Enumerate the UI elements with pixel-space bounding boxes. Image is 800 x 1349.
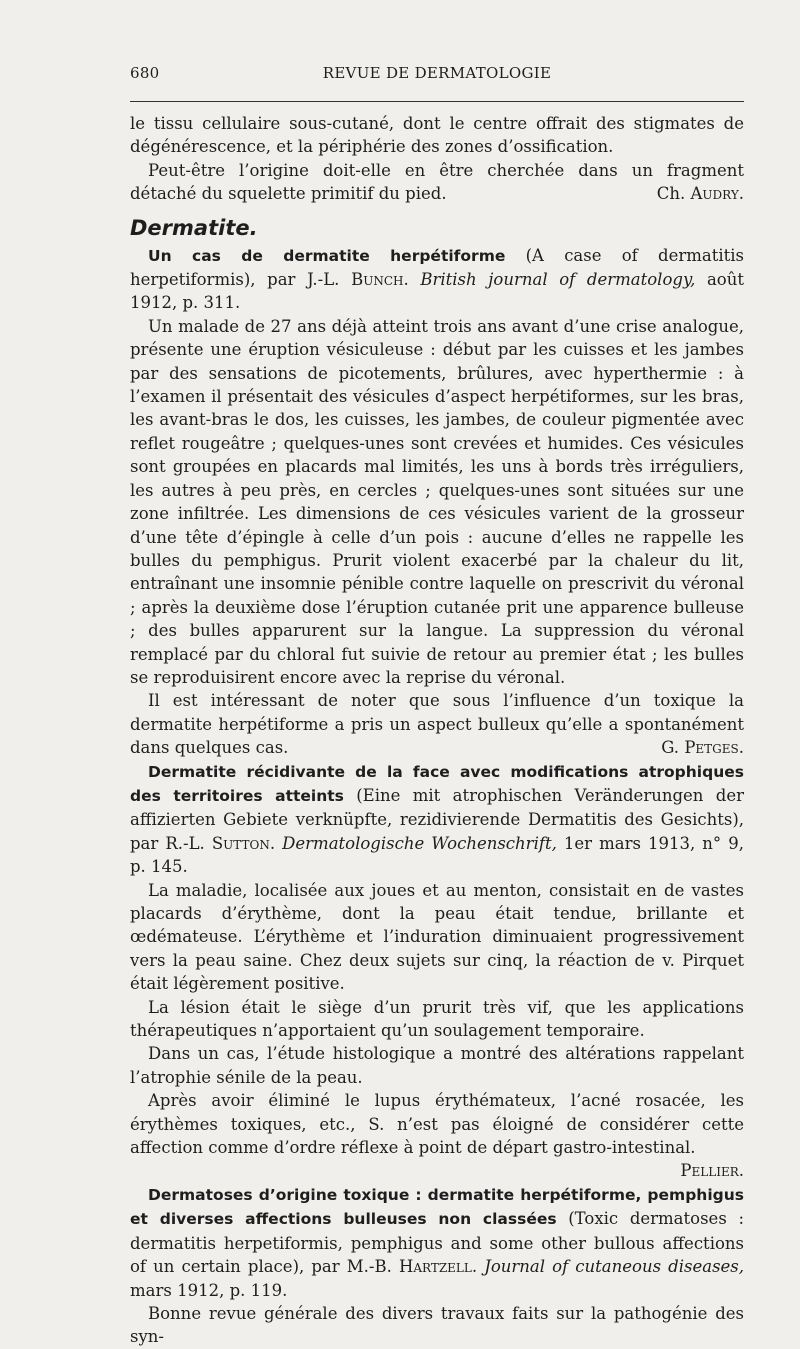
- article-author: Hartzell: [398, 1257, 472, 1277]
- article-title-bold: Dermatite récidivante de la face avec modifications atrophiques des territoires atteints: [130, 762, 744, 805]
- article-paragraph-end: [130, 1089, 744, 1183]
- journal-name: Dermatologische Wochenschrift,: [282, 833, 557, 853]
- article-paragraph: Dans un cas, l’étude histologique a montré des altérations rappelant l’atrophie sénile de la peau.: [130, 1044, 744, 1087]
- page-body: [130, 112, 744, 1349]
- article-title-bold: Un cas de dermatite herpétiforme: [148, 246, 506, 265]
- citation: août 1912, p. 311.: [130, 270, 744, 313]
- continuation-paragraph-end: [130, 159, 744, 206]
- signature-initial: G.: [661, 738, 685, 758]
- section-heading: Dermatite.: [130, 215, 258, 240]
- signature-name: Audry.: [690, 184, 744, 204]
- signature-name: Petges.: [684, 738, 744, 758]
- article-title: [130, 760, 744, 879]
- separator: .: [269, 833, 283, 853]
- article-paragraph-end: [130, 689, 744, 759]
- header-rule: [130, 101, 744, 102]
- signature-initial: Ch.: [656, 184, 691, 204]
- journal-name: Journal of cutaneous diseases,: [484, 1257, 745, 1277]
- journal-title: REVUE DE DERMATOLOGIE: [322, 64, 552, 82]
- article-title-rest: (Toxic dermatoses : dermatitis herpetiformis, pemphigus and some other bullous affections of un certain place), par M.-B.: [130, 1209, 744, 1277]
- page-number: 680: [130, 64, 160, 82]
- article-paragraph: Un malade de 27 ans déjà atteint trois ans avant d’une crise analogue, présente une éruption vésiculeuse : début par les cuisses et les jambes par des sensations de picotements, brûlures, avec hyperthermie : à l’examen il présentait des vésicules d’aspect herpétiformes, sur les bras, les avant-bras le dos, les cuisses, les jambes, de couleur pigmentée avec reflet rougeâtre ; quelques-unes sont crevées et humides. Ces vésicules sont groupées en placards mal limités, les uns à bords très irréguliers, les autres à peu près, en cercles ; quelques-unes sont situées sur une zone infiltrée. Les dimensions de ces vésicules varient de la grosseur d’une tête d’épingle à celle d’un pois : aucune d’elles ne rappelle les bulles du pemphigus. Prurit violent exacerbé par la chaleur du lit, entraînant une insomnie pénible contre laquelle on prescrivit du véronal ; après la deuxième dose l’éruption cutanée prit une apparence bulleuse ; des bulles apparurent sur la langue. La suppression du véronal remplacé par du chloral fut suivie de retour au premier état ; les bulles se reproduisirent encore avec la reprise du véronal.: [130, 316, 744, 687]
- separator: .: [403, 270, 421, 290]
- article-paragraph: La maladie, localisée aux joues et au menton, consistait en de vastes placards d’érythème, dont la peau était tendue, brillante et œdémateuse. L’érythème et l’induration diminuaient progressivement vers la peau saine. Chez deux sujets sur cinq, la réaction de v. Pirquet était légèrement positive.: [130, 880, 744, 994]
- article-paragraph: La lésion était le siège d’un prurit très vif, que les applications thérapeutiques n’apportaient qu’un soulagement temporaire.: [130, 997, 744, 1041]
- article-author: Bunch: [351, 270, 404, 290]
- article-title-rest: (Eine mit atrophischen Veränderungen der affizierten Gebiete verknüpfte, rezidivierende Dermatitis des Gesichts), par R.-L.: [130, 785, 744, 853]
- article-title: [130, 1183, 744, 1302]
- journal-name: British journal of dermatology,: [420, 270, 696, 290]
- paragraph-text: Il est intéressant de noter que sous l’influence d’un toxique la dermatite herpétiforme a pris un aspect bulleux qu’elle a spontanément dans quelques cas.: [130, 691, 744, 758]
- continuation-paragraph: le tissu cellulaire sous-cutané, dont le centre offrait des stigmates de dégénérescence, et la périphérie des zones d’ossification.: [130, 114, 744, 157]
- article-title: [130, 244, 744, 315]
- citation: 1er mars 1913, n° 9, p. 145.: [130, 833, 744, 877]
- author-signature: [639, 182, 744, 205]
- author-signature: Pellier.: [680, 1161, 744, 1181]
- paragraph-text: Peut-être l’origine doit-elle en être cherchée dans un fragment détaché du squelette primitif du pied.: [130, 160, 744, 204]
- running-header: [130, 64, 744, 88]
- article-title-bold: Dermatoses d’origine toxique : dermatite herpétiforme, pemphigus et diverses affections bulleuses non classées: [130, 1185, 744, 1229]
- paragraph-text: Après avoir éliminé le lupus érythémateux, l’acné rosacée, les érythèmes toxiques, etc., S. n’est pas éloigné de considérer cette affection comme d’ordre réflexe à point de départ gastro-intestinal.: [130, 1091, 744, 1158]
- article-title-rest: (A case of dermatitis herpetiformis), par J.-L.: [130, 245, 744, 290]
- citation: mars 1912, p. 119.: [130, 1280, 288, 1300]
- separator: .: [471, 1257, 485, 1277]
- article-paragraph: Bonne revue générale des divers travaux faits sur la pathogénie des syn-: [130, 1303, 744, 1347]
- article-author: Sutton: [211, 833, 270, 853]
- author-signature: [643, 736, 744, 759]
